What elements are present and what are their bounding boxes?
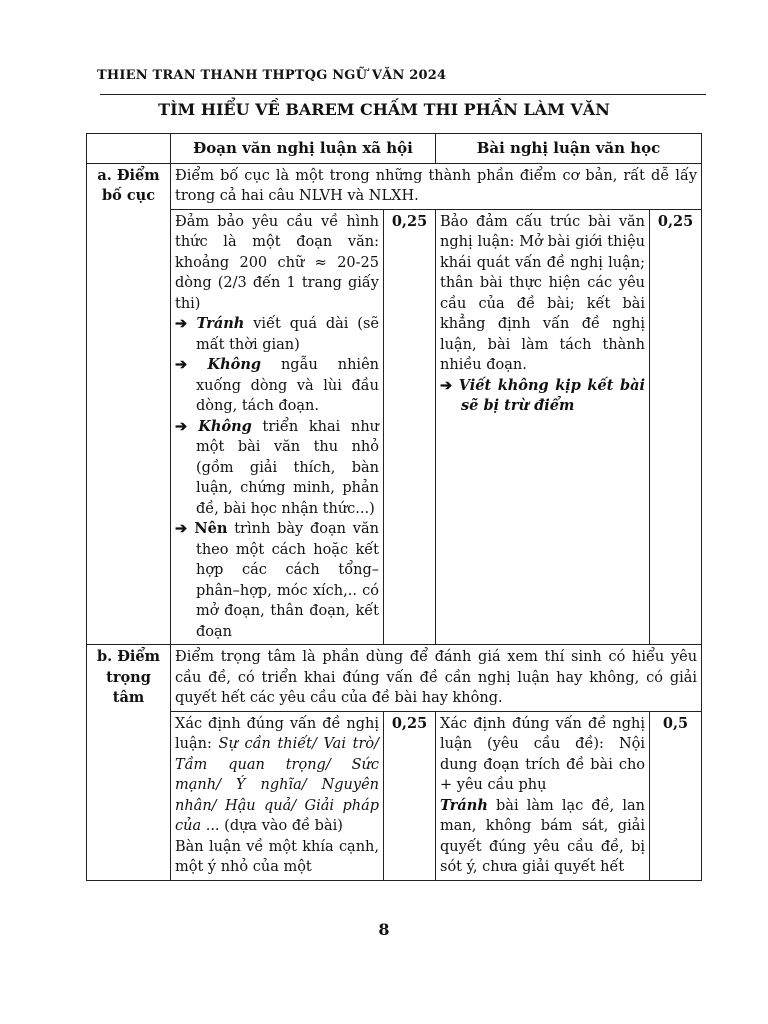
arrow-icon: ➔ [175,356,208,373]
table-row-a-summary [87,163,702,209]
social-cell-a [171,209,384,645]
social-text-b2: Bàn luận về một khía cạnh, một ý nhỏ của một [175,838,379,875]
social-text-b: Xác định đúng vấn đề nghị luận: Sự cần thiết/ Vai trò/ Tầm quan trọng/ Sức mạnh/ Ý nghĩa/ Nguyên nhân/ Hậu quả/ Giải pháp của ... (dựa vào đề bài) [175,715,379,834]
arrow-icon: ➔ [175,417,199,435]
row-label-b: b. Điểm trọng tâm [87,645,171,881]
row-label-a: a. Điểm bố cục [87,163,171,645]
grading-table [86,133,702,881]
page-title: TÌM HIỂU VỀ BAREM CHẤM THI PHẦN LÀM VĂN [158,100,610,119]
blank-header-cell [87,134,171,164]
header-divider [100,94,706,95]
table-row-a-detail [87,209,702,645]
literary-warning-a: ➔ Viết không kịp kết bài sẽ bị trừ điểm [440,376,645,414]
social-cell-b [171,711,384,880]
arrow-icon: ➔ [175,315,197,332]
bullet-no-mini-essay: ➔ Không triển khai như một bài văn thu nhỏ (gồm giải thích, bàn luận, chứng minh, phản đề, bài học nhận thức...) [175,417,379,517]
literary-text-b2: Tránh bài làm lạc đề, lan man, không bám sát, giải quyết đúng yêu cầu đề, bị sót ý, chưa giải quyết hết [440,796,646,875]
bullet-no-linebreak: ➔ Không ngẫu nhiên xuống dòng và lùi đầu dòng, tách đoạn. [175,356,379,414]
literary-cell-b [436,711,650,880]
score-social-a: 0,25 [384,209,436,645]
column-header-social: Đoạn văn nghị luận xã hội [171,134,436,164]
score-literary-a: 0,25 [650,209,702,645]
summary-a: Điểm bố cục là một trong những thành phần điểm cơ bản, rất dễ lấy trong cả hai câu NLVH và NLXH. [171,163,702,209]
table-row-b-summary [87,645,702,712]
arrow-icon: ➔ [440,376,459,394]
table-header-row [87,134,702,164]
score-social-b: 0,25 [384,711,436,880]
bullet-should-structure: ➔ Nên trình bày đoạn văn theo một cách hoặc kết hợp các cách tổng–phân–hợp, móc xích,.. có mở đoạn, thân đoạn, kết đoạn [175,520,379,640]
arrow-icon: ➔ [175,520,195,537]
page-number: 8 [378,920,390,939]
score-literary-b: 0,5 [650,711,702,880]
table-row-b-detail [87,711,702,880]
summary-b: Điểm trọng tâm là phần dùng để đánh giá xem thí sinh có hiểu yêu cầu đề, có triển khai đúng vấn đề cần nghị luận hay không, có giải quyết hết các yêu cầu của đề bài hay không. [171,645,702,712]
document-header: THIEN TRAN THANH THPTQG NGỮ VĂN 2024 [97,68,447,83]
social-intro-a: Đảm bảo yêu cầu về hình thức là một đoạn văn: khoảng 200 chữ ≈ 20-25 dòng (2/3 đến 1 trang giấy thi) [175,213,379,312]
bullet-avoid-long: ➔ Tránh viết quá dài (sẽ mất thời gian) [175,315,379,353]
column-header-literary: Bài nghị luận văn học [436,134,702,164]
literary-text-a: Bảo đảm cấu trúc bài văn nghị luận: Mở bài giới thiệu khái quát vấn đề nghị luận; thân bài thực hiện các yêu cầu của đề bài; kết bài khẳng định vấn đề nghị luận, bài làm tách thành nhiều đoạn. [440,213,646,373]
literary-cell-a [436,209,650,645]
literary-text-b: Xác định đúng vấn đề nghị luận (yêu cầu đề): Nội dung đoạn trích đề bài cho + yêu cầu phụ [440,715,646,793]
